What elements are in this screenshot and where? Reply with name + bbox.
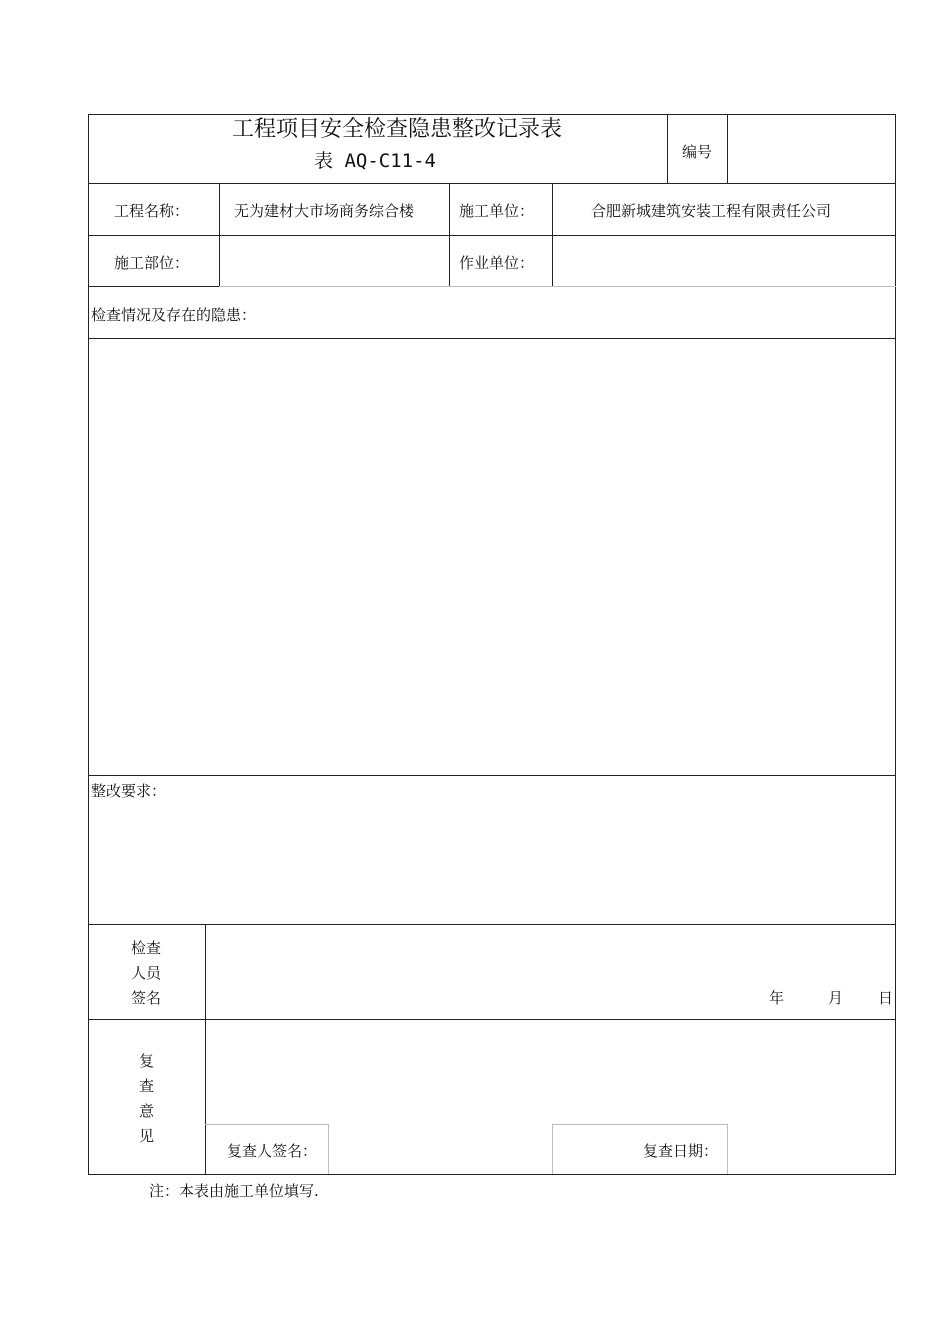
header-divider-1 bbox=[667, 114, 668, 184]
review-date-field[interactable] bbox=[728, 1125, 895, 1174]
reviewer-sign-label: 复查人签名： bbox=[227, 1142, 318, 1160]
review-label-char-1: 复 bbox=[139, 1052, 155, 1070]
row2-bottom-line-a bbox=[88, 286, 219, 287]
review-cell-top-a bbox=[205, 1124, 329, 1125]
review-label-char-2: 查 bbox=[139, 1077, 155, 1095]
inspector-label-line-2: 人员 bbox=[131, 964, 162, 982]
review-opinion-field[interactable] bbox=[206, 1020, 895, 1123]
header-divider-2 bbox=[727, 114, 728, 184]
situation-text-area[interactable] bbox=[89, 339, 895, 775]
date-day-label: 日 bbox=[878, 989, 894, 1007]
rectification-label: 整改要求： bbox=[91, 782, 167, 800]
review-date-label: 复查日期： bbox=[643, 1142, 719, 1160]
contractor-label: 施工单位： bbox=[459, 202, 535, 220]
rectification-text-area[interactable] bbox=[89, 805, 895, 923]
review-label-char-3: 意 bbox=[139, 1102, 155, 1120]
table-border-right bbox=[895, 114, 896, 1175]
table-border-bottom bbox=[88, 1174, 896, 1175]
review-cell-left-b bbox=[552, 1124, 553, 1174]
inspector-label-line-1: 检查 bbox=[131, 939, 162, 957]
row1-bottom-line bbox=[88, 235, 896, 236]
reviewer-sign-field[interactable] bbox=[329, 1125, 551, 1174]
review-cell-top-b bbox=[552, 1124, 728, 1125]
number-label: 编号 bbox=[682, 143, 713, 161]
form-code: 表 AQ-C11-4 bbox=[314, 150, 436, 172]
table-border-top bbox=[88, 114, 896, 115]
review-label-char-4: 见 bbox=[139, 1127, 155, 1145]
situation-label: 检查情况及存在的隐患： bbox=[91, 306, 257, 324]
project-name-value[interactable]: 无为建材大市场商务综合楼 bbox=[234, 202, 415, 220]
work-unit-label: 作业单位： bbox=[459, 254, 535, 272]
date-year-label: 年 bbox=[769, 989, 785, 1007]
header-bottom-line bbox=[88, 183, 896, 184]
inspector-label-line-3: 签名 bbox=[131, 989, 162, 1007]
location-label: 施工部位： bbox=[114, 254, 190, 272]
form-title: 工程项目安全检查隐患整改记录表 bbox=[232, 117, 563, 142]
date-month-label: 月 bbox=[828, 989, 844, 1007]
inspector-signature-field[interactable] bbox=[206, 925, 756, 1019]
project-name-label: 工程名称： bbox=[114, 202, 190, 220]
contractor-value[interactable]: 合肥新城建筑安装工程有限责任公司 bbox=[591, 202, 832, 220]
situation-area-bottom bbox=[88, 775, 896, 776]
row2-bottom-line-b bbox=[219, 286, 896, 287]
footnote: 注：本表由施工单位填写. bbox=[149, 1182, 319, 1200]
